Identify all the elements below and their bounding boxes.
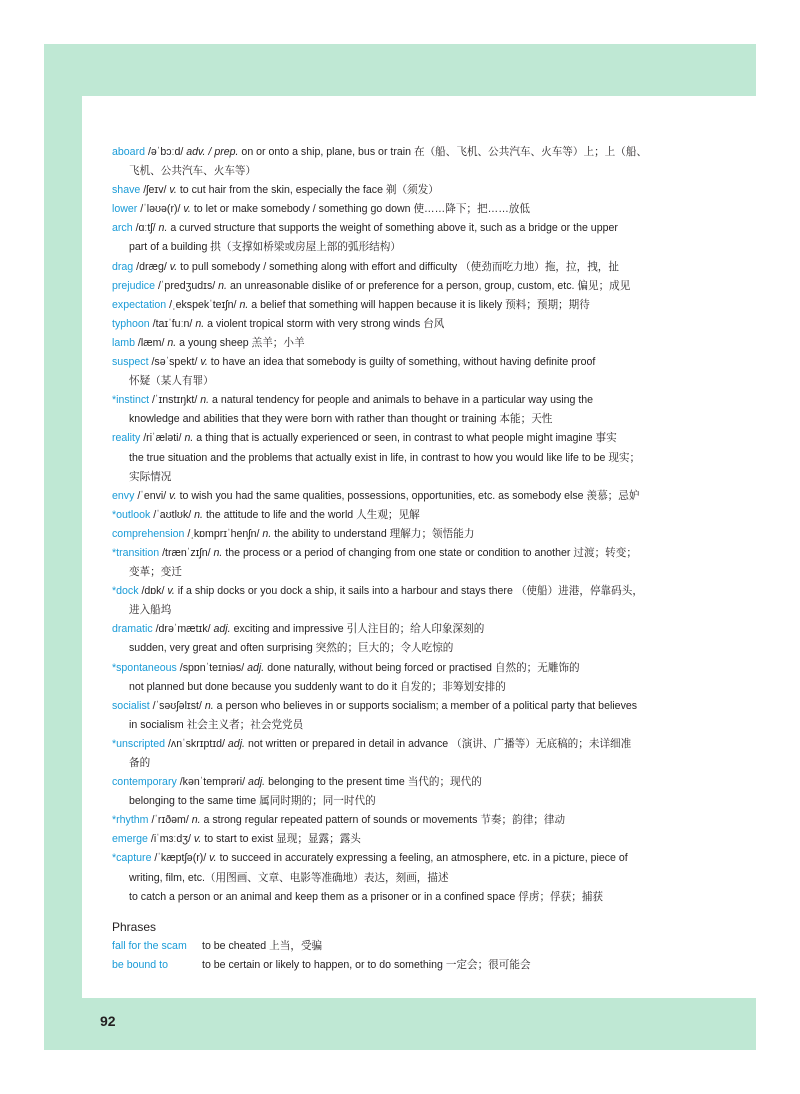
phonetic: /spɒnˈteɪniəs/ (179, 661, 245, 674)
definition: to pull somebody / something along with effort and difficulty (180, 260, 458, 273)
chinese-translation: 台风 (423, 317, 445, 330)
part-of-speech: v. (169, 260, 178, 273)
vocab-entry (112, 143, 672, 181)
definition: a young sheep (179, 336, 249, 349)
vocab-entry (112, 487, 672, 506)
phonetic: /əˈbɔːd/ (147, 146, 184, 158)
phonetic: /iˈmɜːdʒ/ (150, 833, 191, 846)
definition-continuation: knowledge and abilities that they were born with rather than thought or training 本能；天性 (129, 413, 553, 426)
chinese-translation: （使船）进港，停靠码头， (515, 585, 643, 598)
part-of-speech: n. (213, 546, 223, 559)
definition-continuation: 变革；变迁 (129, 566, 182, 579)
vocab-entry (112, 391, 672, 429)
phonetic: /kənˈtemprəri/ (179, 776, 246, 789)
definition: to have an idea that somebody is guilty of something, without having definite proof (210, 356, 596, 369)
headword: reality (112, 432, 141, 445)
definition: the process or a period of changing from one state or condition to another (225, 546, 571, 559)
definition: to succeed in accurately expressing a feeling, an atmosphere, etc. in a picture, piece of (219, 852, 628, 865)
vocab-entry (112, 830, 672, 849)
headword: *capture (112, 852, 152, 865)
phonetic: /drəˈmætɪk/ (155, 623, 211, 636)
chinese-translation: 羔羊；小羊 (251, 336, 305, 349)
definition: a natural tendency for people and animals to behave in a particular way using the (212, 394, 594, 407)
phrase-definition: to be cheated (202, 939, 267, 952)
phrase-chinese: 上当，受骗 (269, 939, 323, 952)
definition: to wish you had the same qualities, possessions, opportunities, etc. as somebody else (179, 489, 584, 502)
chinese-translation: 当代的；现代的 (407, 776, 482, 789)
phonetic: /taɪˈfuːn/ (152, 317, 193, 330)
headword: typhoon (112, 317, 150, 330)
headword: *spontaneous (112, 661, 177, 674)
vocab-entry (112, 697, 672, 735)
definition: belonging to the present time (268, 776, 405, 789)
chinese-translation: 人生观；见解 (356, 508, 420, 521)
vocab-entry (112, 277, 672, 296)
vocab-entry (112, 181, 672, 200)
definition: a thing that is actually experienced or seen, in contrast to what people might imagine (196, 432, 593, 445)
phrase-headword: fall for the scam (112, 939, 187, 952)
chinese-translation: 节奏；韵律；律动 (480, 814, 566, 827)
chinese-translation: 过渡；转变； (573, 546, 637, 559)
phrase-definition: to be certain or likely to happen, or to do something (202, 958, 443, 971)
vocab-entry (112, 849, 672, 906)
definition-continuation: to catch a person or an animal and keep them as a prisoner or in a confined space 俘虏；俘获；捕获 (129, 890, 604, 903)
definition: a strong regular repeated pattern of sounds or movements (203, 814, 478, 827)
part-of-speech: adv. / prep. (186, 146, 239, 158)
definition: the attitude to life and the world (205, 508, 354, 521)
definition: on or onto a ship, plane, bus or train (241, 146, 412, 158)
chinese-translation: （演讲、广播等）无底稿的；未详细准 (451, 737, 632, 750)
vocab-entry (112, 582, 672, 620)
phonetic: /ˈɪnstɪŋkt/ (152, 394, 198, 407)
phrase-entry (112, 937, 672, 956)
part-of-speech: v. (169, 489, 177, 502)
vocab-entry (112, 296, 672, 315)
headword: *unscripted (112, 737, 165, 750)
phonetic: /ˈenvi/ (137, 489, 167, 502)
vocab-entry (112, 659, 672, 697)
headword: *instinct (112, 394, 150, 407)
definition-continuation: not planned but done because you suddenly want to do it 自发的；非筹划安排的 (129, 680, 506, 693)
part-of-speech: n. (239, 298, 249, 311)
definition-continuation: 进入船坞 (129, 604, 172, 617)
headword: comprehension (112, 527, 185, 540)
definition-continuation: writing, film, etc.（用图画、文章、电影等准确地）表达，刻画，描述 (129, 871, 449, 884)
chinese-translation: 在（船、飞机、公共汽车、火车等）上；上（船、 (413, 146, 648, 158)
definition: a curved structure that supports the weight of something above it, such as a bridge or the upper (170, 222, 618, 235)
vocab-entry (112, 811, 672, 830)
part-of-speech: n. (200, 394, 210, 407)
definition: done naturally, without being forced or practised (267, 661, 492, 674)
definition: a violent tropical storm with very strong winds (207, 317, 421, 330)
page-number: 92 (100, 1013, 116, 1029)
definition-continuation: 实际情况 (129, 470, 172, 483)
definition: to let or make somebody / something go down (193, 203, 411, 216)
headword: *dock (112, 585, 139, 598)
part-of-speech: n. (204, 699, 214, 712)
entries (112, 143, 672, 907)
headword: *transition (112, 546, 160, 559)
phonetic: /dræɡ/ (136, 260, 167, 273)
part-of-speech: adj. (227, 737, 245, 750)
vocab-entry (112, 353, 672, 391)
part-of-speech: n. (218, 279, 227, 292)
part-of-speech: adj. (248, 776, 266, 789)
part-of-speech: n. (167, 336, 177, 349)
definition: a belief that something will happen because it is likely (251, 298, 503, 311)
chinese-translation: 显现；显露；露头 (276, 833, 361, 846)
chinese-translation: 羡慕；忌妒 (586, 489, 640, 502)
phonetic: /ˌkɒmprɪˈhenʃn/ (187, 527, 260, 540)
vocab-entry (112, 429, 672, 486)
definition-continuation: in socialism 社会主义者；社会党党员 (129, 718, 304, 731)
part-of-speech: adj. (213, 623, 231, 636)
definition-continuation: 备的 (129, 757, 151, 769)
phonetic: /ˈləʊə(r)/ (140, 203, 181, 216)
definition: to cut hair from the skin, especially the face (179, 184, 383, 197)
part-of-speech: v. (183, 203, 191, 216)
phonetic: /dɒk/ (141, 585, 165, 598)
part-of-speech: v. (193, 833, 202, 846)
part-of-speech: v. (167, 585, 175, 598)
headword: *outlook (112, 508, 151, 521)
headword: dramatic (112, 623, 153, 636)
definition: the ability to understand (274, 527, 387, 540)
headword: lower (112, 203, 138, 216)
vocab-entry (112, 525, 672, 544)
definition: an unreasonable dislike of or preference for a person, group, custom, etc. (229, 279, 575, 292)
vocabulary-list (112, 143, 672, 975)
chinese-translation: 引人注目的；给人印象深刻的 (346, 623, 485, 636)
chinese-translation: 使……降下；把……放低 (413, 203, 530, 216)
part-of-speech: n. (195, 317, 205, 330)
vocab-entry (112, 735, 672, 773)
definition-continuation: 飞机、公共汽车、火车等） (129, 165, 257, 178)
vocab-entry (112, 544, 672, 582)
phonetic: /ʃeɪv/ (143, 184, 167, 197)
headword: suspect (112, 356, 149, 369)
part-of-speech: adj. (247, 661, 265, 674)
part-of-speech: n. (194, 508, 203, 521)
headword: socialist (112, 699, 150, 712)
phonetic: /læm/ (137, 336, 165, 349)
part-of-speech: v. (169, 184, 177, 197)
definition: exciting and impressive (233, 623, 344, 636)
headword: contemporary (112, 776, 177, 789)
headword: drag (112, 260, 134, 273)
part-of-speech: n. (191, 814, 201, 827)
phonetic: /ˈaʊtlʊk/ (153, 508, 192, 521)
phonetic: /ˈkæptʃə(r)/ (154, 852, 207, 865)
vocab-entry (112, 506, 672, 525)
phonetic: /trænˈzɪʃn/ (162, 546, 211, 559)
vocab-entry (112, 334, 672, 353)
vocab-entry (112, 773, 672, 811)
headword: *rhythm (112, 814, 149, 827)
phonetic: /ˈsəʊʃəlɪst/ (152, 699, 202, 712)
chinese-translation: （使劲而吃力地）拖，拉，拽，扯 (460, 260, 619, 273)
phonetic: /ˌekspekˈteɪʃn/ (169, 298, 237, 311)
part-of-speech: v. (209, 852, 217, 865)
phonetic: /ˈpredʒudɪs/ (157, 279, 216, 292)
chinese-translation: 事实 (595, 432, 617, 445)
phonetic: /riˈæləti/ (143, 432, 182, 445)
chinese-translation: 预料；预期；期待 (505, 298, 590, 311)
definition-continuation: belonging to the same time 属同时期的；同一时代的 (129, 795, 376, 808)
definition-continuation: the true situation and the problems that actually exist in life, in contrast to how you would like life to be 现实； (129, 451, 641, 464)
definition: a person who believes in or supports socialism; a member of a political party that believes (216, 699, 638, 712)
headword: aboard (112, 146, 145, 158)
vocab-entry (112, 315, 672, 334)
phonetic: /ˈrɪðəm/ (151, 814, 189, 827)
definition-continuation: 怀疑（某人有罪） (129, 375, 214, 388)
phrase-chinese: 一定会；很可能会 (445, 958, 531, 971)
part-of-speech: n. (262, 527, 272, 540)
headword: arch (112, 222, 133, 235)
vocab-entry (112, 258, 672, 277)
headword: shave (112, 184, 141, 197)
headword: lamb (112, 336, 135, 349)
part-of-speech: v. (200, 356, 208, 369)
chinese-translation: 偏见；成见 (577, 279, 631, 292)
phrases-title: Phrases (112, 919, 157, 934)
part-of-speech: n. (184, 432, 194, 445)
phrase-entry (112, 956, 672, 975)
definition: if a ship docks or you dock a ship, it sails into a harbour and stays there (177, 585, 513, 598)
headword: expectation (112, 298, 167, 311)
chinese-translation: 理解力；领悟能力 (389, 527, 475, 540)
definition: not written or prepared in detail in advance (247, 737, 449, 750)
chinese-translation: 自然的；无雕饰的 (494, 661, 580, 674)
definition: to start to exist (204, 833, 274, 846)
headword: emerge (112, 833, 148, 846)
phrases-list (112, 937, 672, 975)
definition-continuation: part of a building 拱（支撑如桥梁或房屋上部的弧形结构） (129, 241, 401, 254)
phonetic: /səˈspekt/ (151, 356, 198, 369)
chinese-translation: 剃（须发） (385, 184, 439, 197)
vocab-entry (112, 200, 672, 219)
headword: envy (112, 489, 135, 502)
definition-continuation: sudden, very great and often surprising 突然的；巨大的；令人吃惊的 (129, 642, 454, 655)
vocab-entry (112, 620, 672, 658)
phrase-headword: be bound to (112, 958, 168, 971)
phonetic: /ɑːtʃ/ (135, 222, 156, 235)
vocab-entry (112, 219, 672, 257)
phonetic: /ʌnˈskrɪptɪd/ (167, 737, 225, 750)
part-of-speech: n. (158, 222, 168, 235)
headword: prejudice (112, 279, 155, 292)
